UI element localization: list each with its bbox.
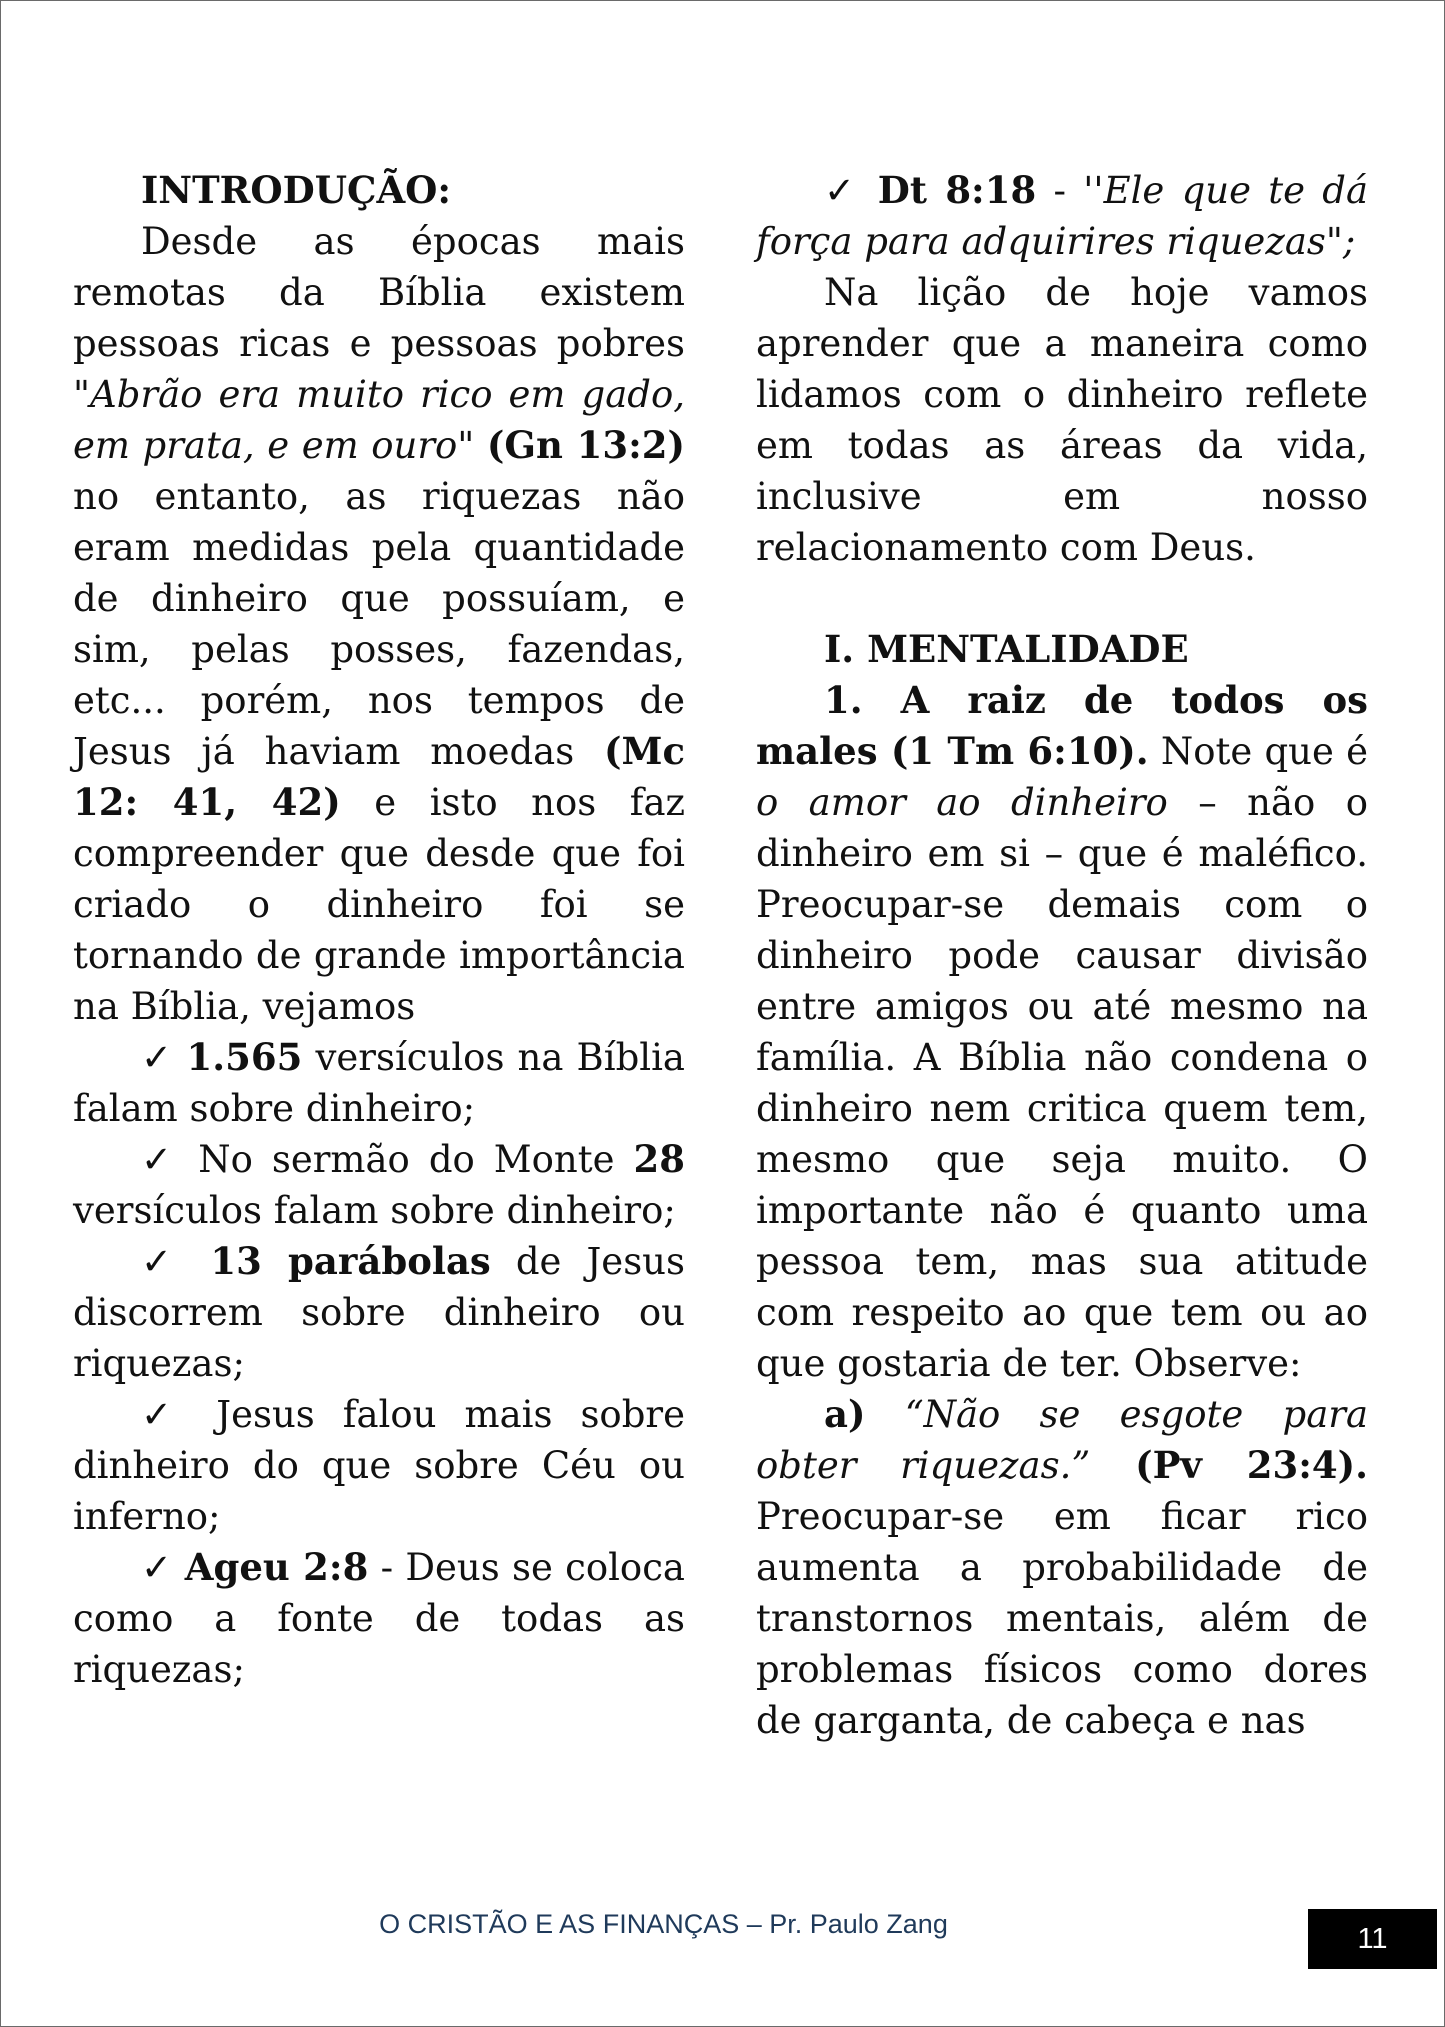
intro-quote: "Abrão era muito rico em gado, em prata, e em ouro" [73, 373, 685, 467]
bullet-dash: - [1036, 169, 1084, 212]
point-paragraph [756, 675, 1368, 1389]
subpoint-paragraph [756, 1389, 1368, 1746]
point-text: Note que é [1148, 730, 1368, 773]
bullet-text: versículos na Bíblia falam sobre dinheiro; [73, 1036, 685, 1130]
bullet-item [73, 1236, 685, 1389]
checkmark-icon: ✓ [141, 1036, 174, 1079]
bullet-bold: 1.565 [186, 1035, 303, 1079]
point-text: – não o dinheiro em si – que é maléfico. Preocupar-se demais com o dinheiro pode causar divisão entre amigos ou até mesmo na família. A Bíblia não condena o dinheiro nem critica quem tem, mesmo que seja muito. O importante não é quanto uma pessoa tem, mas sua atitude com respeito ao que tem ou ao que gostaria de ter. Observe: [756, 781, 1368, 1385]
intro-text-3: e isto nos faz compreender que desde que foi criado o dinheiro foi se tornando de grande importância na Bíblia, vejamos [73, 781, 686, 1028]
point-italic: o amor ao dinheiro [756, 781, 1168, 824]
subpoint-label: a) [824, 1392, 866, 1436]
intro-text-1: Desde as épocas mais remotas da Bíblia existem pessoas ricas e pessoas pobres [73, 220, 685, 365]
bullet-bold: 28 [633, 1137, 685, 1181]
bullet-bold: Dt 8:18 [877, 168, 1037, 212]
bullet-bold: 13 parábolas [210, 1239, 491, 1283]
bullet-text: - Deus se coloca como a fonte de todas as riquezas; [73, 1546, 685, 1691]
checkmark-icon: ✓ [141, 1546, 173, 1589]
right-column [756, 165, 1368, 1746]
intro-ref-gn: (Gn 13:2) [486, 423, 685, 467]
intro-paragraph [73, 216, 685, 1032]
checkmark-icon: ✓ [141, 1138, 180, 1181]
intro-text-2: no entanto, as riquezas não eram medidas pela quantidade de dinheiro que possuíam, e sim, pelas posses, fazendas, etc... porém, nos tempos de Jesus já haviam moedas [73, 475, 685, 773]
subpoint-text: Preocupar-se em ficar rico aumenta a probabilidade de transtornos mentais, além de problemas físicos como dores de garganta, de cabeça e nas [756, 1495, 1368, 1742]
intro-ref-mc: (Mc 12: 41, 42) [73, 729, 685, 824]
checkmark-icon: ✓ [141, 1240, 186, 1283]
subpoint-quote: “Não se esgote para obter riquezas.” [756, 1393, 1368, 1487]
intro-heading: INTRODUÇÃO: [141, 168, 452, 212]
bullet-item [73, 1134, 685, 1236]
bullet-item [73, 1389, 685, 1542]
bullet-text: No sermão do Monte [179, 1138, 634, 1181]
page-number: 11 [1308, 1909, 1437, 1969]
bullet-text: versículos falam sobre dinheiro; [73, 1189, 676, 1232]
bullet-item [73, 1542, 685, 1695]
bullet-item [73, 1032, 685, 1134]
lesson-paragraph: Na lição de hoje vamos aprender que a maneira como lidamos com o dinheiro reflete em todas as áreas da vida, inclusive em nosso relacionamento com Deus. [756, 271, 1368, 569]
spacer [756, 573, 1368, 624]
bullet-quote: ''Ele que te dá força para adquirires riquezas"; [756, 169, 1368, 263]
bullet-bold: Ageu 2:8 [184, 1545, 369, 1589]
checkmark-icon: ✓ [824, 169, 861, 212]
bullet-text: Jesus falou mais sobre dinheiro do que sobre Céu ou inferno; [73, 1393, 685, 1538]
footer-title: O CRISTÃO E AS FINANÇAS – Pr. Paulo Zang [379, 1909, 948, 1939]
point-title: 1. A raiz de todos os males (1 Tm 6:10). [756, 678, 1368, 773]
bullet-item [756, 165, 1368, 267]
bullet-text: de Jesus discorrem sobre dinheiro ou riquezas; [73, 1240, 685, 1385]
left-column [73, 165, 685, 1695]
checkmark-icon: ✓ [141, 1393, 189, 1436]
subpoint-ref: (Pv 23:4). [1090, 1443, 1369, 1487]
section-heading: I. MENTALIDADE [824, 627, 1189, 671]
